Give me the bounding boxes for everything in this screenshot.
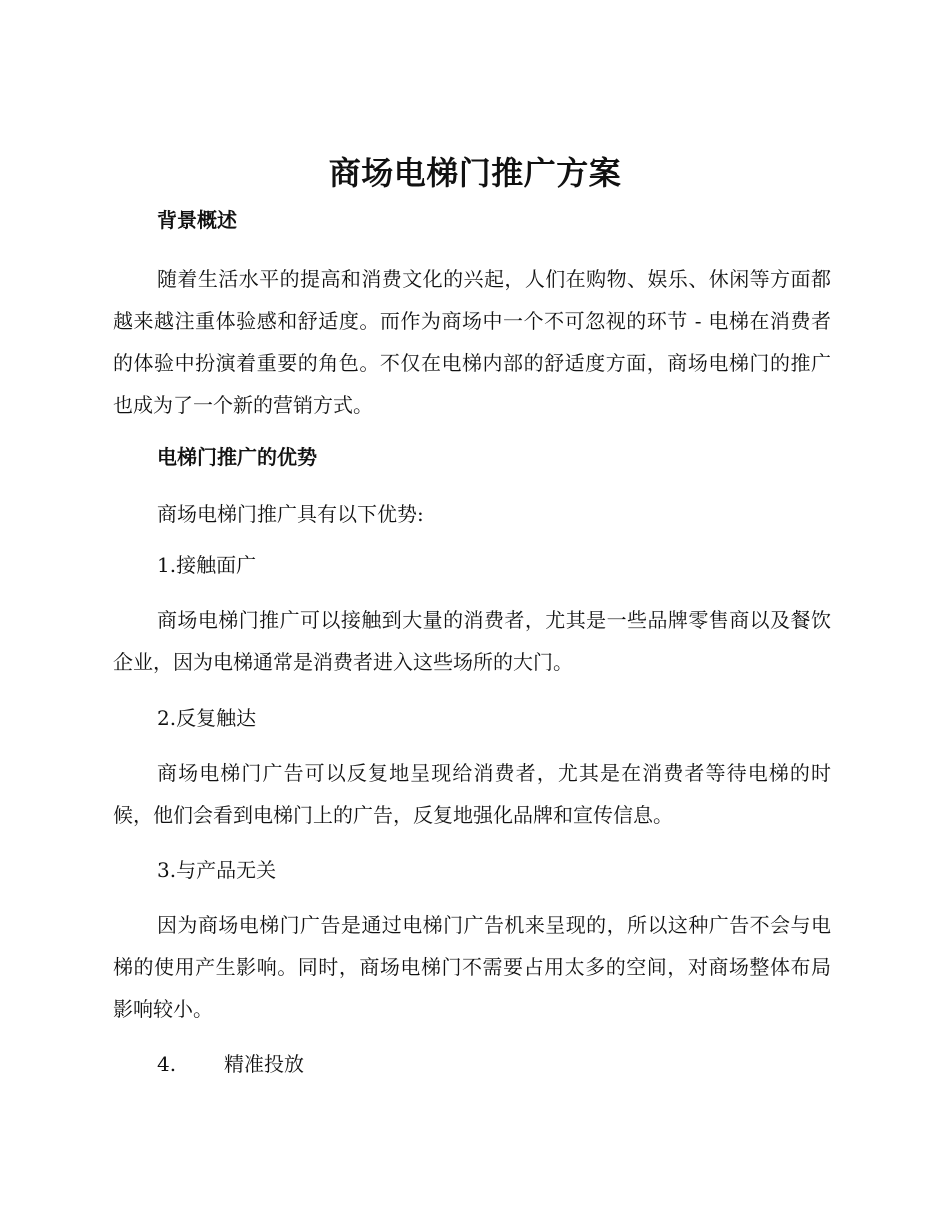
background-paragraph: 随着生活水平的提高和消费文化的兴起，人们在购物、娱乐、休闲等方面都越来越注重体验感和舒适度。而作为商场中一个不可忽视的环节 - 电梯在消费者的体验中扮演着重要的角色。不仅在电梯内部的舒适度方面，商场电梯门的推广也成为了一个新的营销方式。: [113, 267, 831, 417]
list-item-number: 4.: [157, 1052, 177, 1076]
section-heading-advantages: 电梯门推广的优势: [157, 445, 317, 469]
list-item-label: 接触面广: [176, 553, 257, 577]
list-item-heading: [157, 1049, 304, 1079]
list-item-paragraph: 商场电梯门推广可以接触到大量的消费者，尤其是一些品牌零售商以及餐饮企业，因为电梯通常是消费者进入这些场所的大门。: [113, 608, 831, 674]
list-item-number: 2.: [157, 706, 177, 730]
list-item-paragraph: 因为商场电梯门广告是通过电梯门广告机来呈现的，所以这种广告不会与电梯的使用产生影响。同时，商场电梯门不需要占用太多的空间，对商场整体布局影响较小。: [113, 913, 831, 1021]
list-item-heading: [157, 703, 256, 733]
list-item-heading: [157, 855, 276, 885]
list-item-heading: [157, 550, 256, 580]
list-item-label: 与产品无关: [176, 858, 277, 882]
list-item-number: 1.: [157, 553, 177, 577]
document-title: 商场电梯门推广方案: [328, 154, 622, 192]
section-heading-background: 背景概述: [157, 208, 237, 232]
list-item-label: 反复触达: [176, 706, 257, 730]
advantages-intro-paragraph: 商场电梯门推广具有以下优势:: [157, 502, 424, 526]
list-item-label: 精准投放: [224, 1052, 304, 1076]
list-item-paragraph: 商场电梯门广告可以反复地呈现给消费者，尤其是在消费者等待电梯的时候，他们会看到电梯门上的广告，反复地强化品牌和宣传信息。: [113, 761, 831, 827]
list-item-number: 3.: [157, 858, 177, 882]
